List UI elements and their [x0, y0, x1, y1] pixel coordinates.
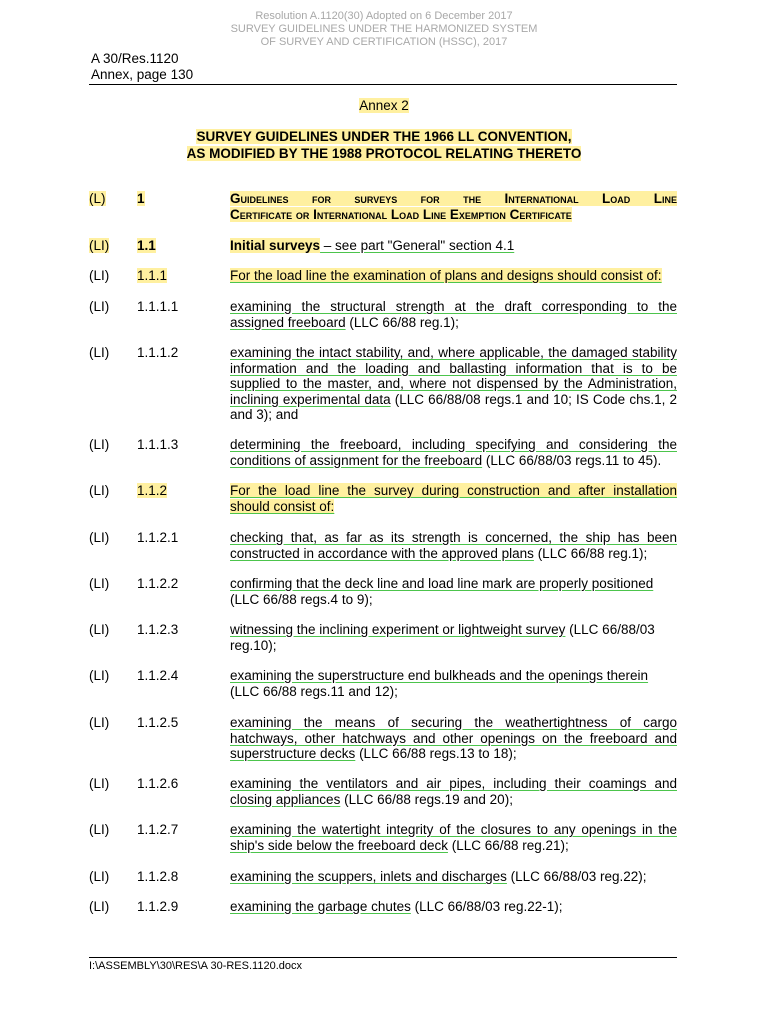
- item-text: examining the superstructure end bulkheads and the openings therein: [230, 668, 649, 683]
- item-number: 1.1.2.3: [137, 622, 179, 637]
- item-reference: (LLC 66/88/03 reg.22);: [506, 869, 647, 884]
- section-text: – see part "General" section 4.1: [320, 238, 515, 253]
- item-tag: (LI): [89, 437, 110, 452]
- title-line: SURVEY GUIDELINES UNDER THE 1966 LL CONVENTION,: [196, 129, 572, 144]
- item-tag: (LI): [89, 899, 110, 914]
- section-tag: (L): [89, 191, 106, 206]
- section-heading: Guidelines for surveys for the International Load Line: [230, 191, 677, 206]
- item-text: examining the scuppers, inlets and discharges: [230, 869, 507, 884]
- item-reference: (LLC 66/88 reg.21);: [447, 837, 569, 853]
- item-number: 1.1.2.1: [137, 530, 179, 545]
- item-tag: (LI): [89, 530, 110, 545]
- item-tag: (LI): [89, 822, 110, 837]
- item-number: 1.1.2.4: [137, 668, 179, 683]
- item-tag: (LI): [89, 715, 110, 730]
- doc-reference: A 30/Res.1120: [91, 51, 179, 66]
- item-reference: (LLC 66/88 regs.13 to 18);: [355, 746, 517, 761]
- item-text: determining the freeboard, including specifying and considering the conditions of assignment for the freeboard: [230, 437, 677, 468]
- section-tag: (LI): [89, 483, 110, 498]
- document-title: [0, 128, 768, 162]
- item-text: examining the means of securing the weathertightness of cargo hatchways, other hatchways and other openings on the freeboard and superstructure decks: [230, 715, 677, 761]
- section-tag: (LI): [89, 238, 110, 253]
- section-tag: (LI): [89, 268, 110, 283]
- item-reference: (LLC 66/88/03 reg.10);: [230, 622, 655, 653]
- item-text: checking that, as far as its strength is concerned, the ship has been constructed in accordance with the approved plans: [230, 530, 677, 561]
- annex-heading: [0, 98, 768, 113]
- item-number: 1.1.2.9: [137, 899, 179, 914]
- annex-label: Annex 2: [359, 98, 409, 113]
- item-text: examining the ventilators and air pipes, including their coamings and closing appliances: [230, 776, 677, 807]
- item-text: examining the watertight integrity of the closures to any openings in the ship's side below the freeboard deck: [230, 822, 677, 853]
- page-reference: Annex, page 130: [91, 67, 194, 82]
- footer-path: I:\ASSEMBLY\30\RES\A 30-RES.1120.docx: [89, 960, 302, 972]
- item-number: 1.1.2.2: [137, 576, 179, 591]
- item-text: examining the intact stability, and, where applicable, the damaged stability information and the loading and ballasting information that is to be supplied to the master, and, where not dispensed by the Administration, inclining experimental data: [230, 345, 677, 407]
- item-number: 1.1.1.3: [137, 437, 179, 452]
- item-text: witnessing the inclining experiment or lightweight survey: [230, 622, 566, 637]
- item-reference: (LLC 66/88 reg.1);: [345, 314, 459, 330]
- item-reference: (LLC 66/88/08 regs.1 and 10; IS Code chs.1, 2 and 3); and: [230, 391, 677, 422]
- watermark-line: SURVEY GUIDELINES UNDER THE HARMONIZED SYSTEM: [230, 23, 538, 35]
- item-number: 1.1.2.5: [137, 715, 179, 730]
- item-tag: (LI): [89, 869, 110, 884]
- item-reference: (LLC 66/88 reg.1);: [533, 545, 648, 561]
- section-number: 1.1: [137, 238, 156, 253]
- section-number: 1.1.1: [137, 268, 168, 283]
- page-header: [91, 51, 193, 83]
- item-number: 1.1.1.1: [137, 299, 179, 314]
- item-number: 1.1.1.2: [137, 345, 179, 360]
- item-text: examining the structural strength at the draft corresponding to the assigned freeboard: [230, 299, 677, 330]
- item-number: 1.1.2.7: [137, 822, 179, 837]
- section-number: 1.1.2: [137, 483, 168, 498]
- footer-rule: [89, 957, 677, 958]
- item-reference: (LLC 66/88/03 reg.22-1);: [410, 899, 563, 914]
- item-tag: (LI): [89, 299, 110, 314]
- header-rule: [89, 84, 677, 85]
- section-heading: Initial surveys: [230, 238, 321, 253]
- section-text: For the load line the survey during construction and after installation should consist of:: [230, 483, 677, 514]
- item-tag: (LI): [89, 776, 110, 791]
- watermark-line: OF SURVEY AND CERTIFICATION (HSSC), 2017: [260, 36, 508, 48]
- item-tag: (LI): [89, 576, 110, 591]
- item-tag: (LI): [89, 668, 110, 683]
- item-text: examining the garbage chutes: [230, 899, 411, 914]
- item-number: 1.1.2.8: [137, 869, 179, 884]
- watermark: [0, 10, 768, 49]
- section-number: 1: [137, 191, 145, 206]
- item-number: 1.1.2.6: [137, 776, 179, 791]
- item-tag: (LI): [89, 622, 110, 637]
- item-reference: (LLC 66/88/03 regs.11 to 45).: [482, 452, 662, 468]
- watermark-line: Resolution A.1120(30) Adopted on 6 December 2017: [255, 10, 513, 22]
- item-text: confirming that the deck line and load line mark are properly positioned: [230, 576, 654, 591]
- section-heading: Certificate or International Load Line Exemption Certificate: [230, 206, 572, 222]
- title-line: AS MODIFIED BY THE 1988 PROTOCOL RELATING THERETO: [186, 146, 582, 161]
- item-reference: (LLC 66/88 regs.11 and 12);: [230, 683, 398, 699]
- item-reference: (LLC 66/88 regs.4 to 9);: [230, 591, 373, 607]
- item-reference: (LLC 66/88 regs.19 and 20);: [340, 791, 513, 807]
- item-tag: (LI): [89, 345, 110, 360]
- section-text: For the load line the examination of plans and designs should consist of:: [230, 268, 662, 283]
